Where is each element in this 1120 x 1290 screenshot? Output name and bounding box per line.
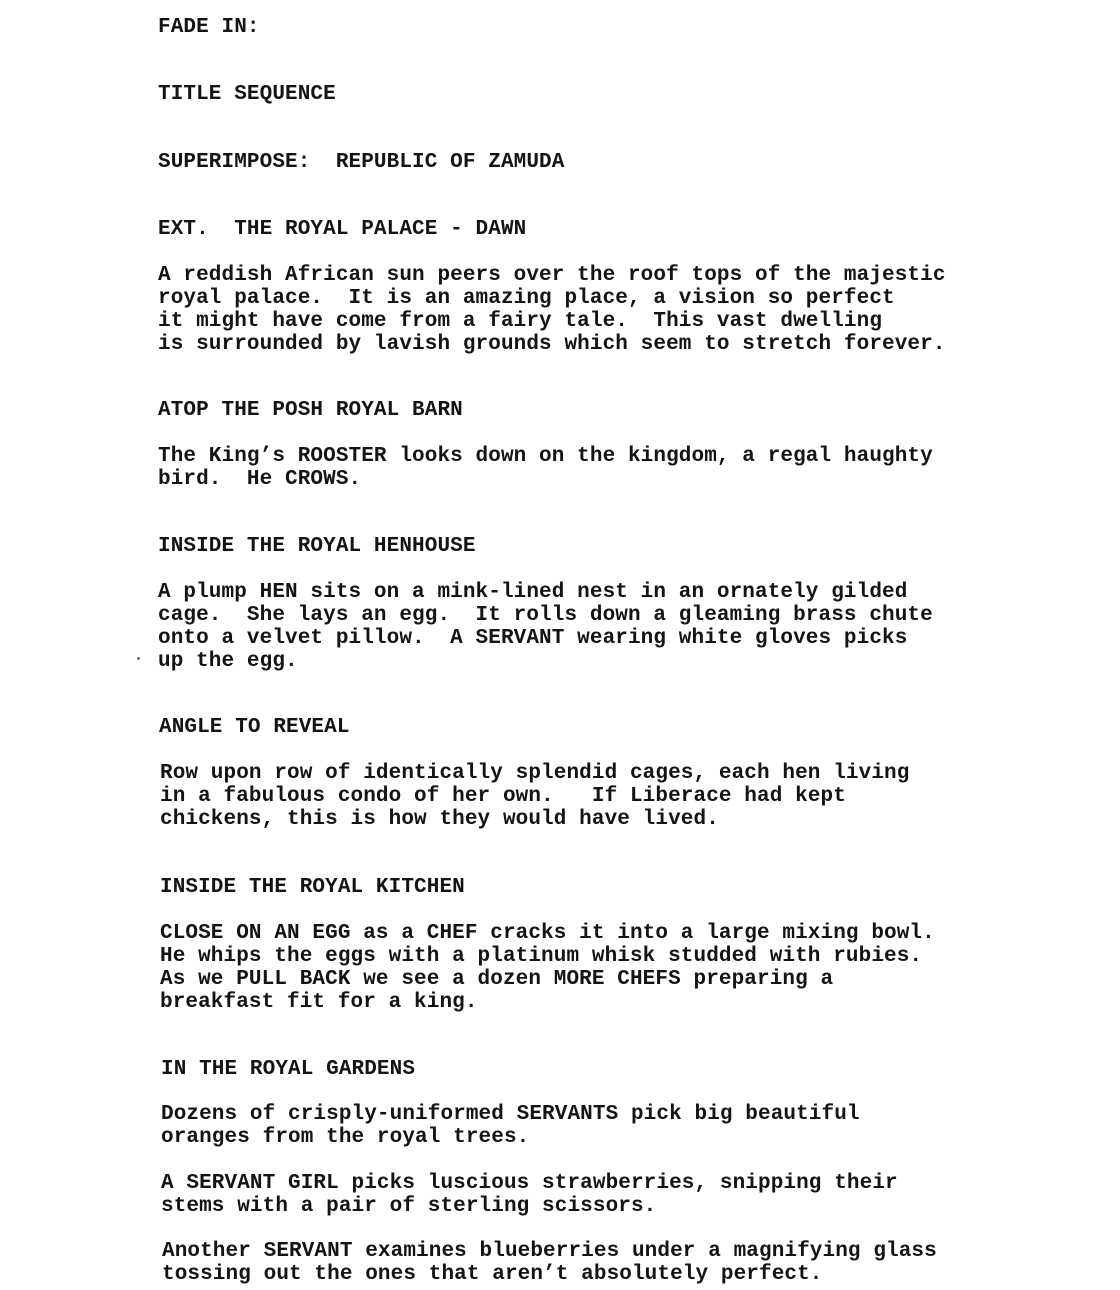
action-line: royal palace. It is an amazing place, a vision so perfect	[158, 287, 895, 310]
action-line: A reddish African sun peers over the roof tops of the majestic	[158, 264, 946, 287]
action-line: stems with a pair of sterling scissors.	[161, 1195, 657, 1218]
scene-heading-angle-to-reveal: ANGLE TO REVEAL	[159, 716, 350, 739]
scene-heading-royal-gardens: IN THE ROYAL GARDENS	[161, 1058, 416, 1081]
scene-heading-royal-palace: EXT. THE ROYAL PALACE - DAWN	[158, 218, 527, 241]
transition-fade-in: FADE IN:	[158, 16, 260, 39]
action-line: up the egg.	[158, 650, 298, 673]
scene-heading-royal-kitchen: INSIDE THE ROYAL KITCHEN	[160, 876, 465, 899]
action-line: cage. She lays an egg. It rolls down a gleaming brass chute	[158, 604, 933, 627]
action-line: Dozens of crisply-uniformed SERVANTS pick big beautiful	[161, 1103, 860, 1126]
title-sequence-heading: TITLE SEQUENCE	[158, 83, 336, 106]
action-line: Another SERVANT examines blueberries under a magnifying glass	[162, 1240, 937, 1263]
action-line: A plump HEN sits on a mink-lined nest in an ornately gilded	[158, 581, 908, 604]
scan-speck	[137, 657, 140, 660]
action-line: The King’s ROOSTER looks down on the kingdom, a regal haughty	[158, 445, 933, 468]
action-line: breakfast fit for a king.	[160, 991, 478, 1014]
scene-heading-royal-barn: ATOP THE POSH ROYAL BARN	[158, 399, 463, 422]
action-line: oranges from the royal trees.	[161, 1126, 530, 1149]
action-line: in a fabulous condo of her own. If Liberace had kept	[160, 785, 846, 808]
action-line: Row upon row of identically splendid cages, each hen living	[160, 762, 910, 785]
action-line: chickens, this is how they would have lived.	[160, 808, 719, 831]
action-line: onto a velvet pillow. A SERVANT wearing white gloves picks	[158, 627, 908, 650]
action-line: CLOSE ON AN EGG as a CHEF cracks it into a large mixing bowl.	[160, 922, 935, 945]
action-line: tossing out the ones that aren’t absolutely perfect.	[162, 1263, 823, 1286]
superimpose-line: SUPERIMPOSE: REPUBLIC OF ZAMUDA	[158, 151, 565, 174]
action-line: As we PULL BACK we see a dozen MORE CHEFS preparing a	[160, 968, 834, 991]
action-line: He whips the eggs with a platinum whisk studded with rubies.	[160, 945, 923, 968]
action-line: it might have come from a fairy tale. This vast dwelling	[158, 310, 883, 333]
action-line: bird. He CROWS.	[158, 468, 362, 491]
action-line: is surrounded by lavish grounds which seem to stretch forever.	[158, 333, 946, 356]
scene-heading-royal-henhouse: INSIDE THE ROYAL HENHOUSE	[158, 535, 476, 558]
action-line: A SERVANT GIRL picks luscious strawberries, snipping their	[161, 1172, 898, 1195]
